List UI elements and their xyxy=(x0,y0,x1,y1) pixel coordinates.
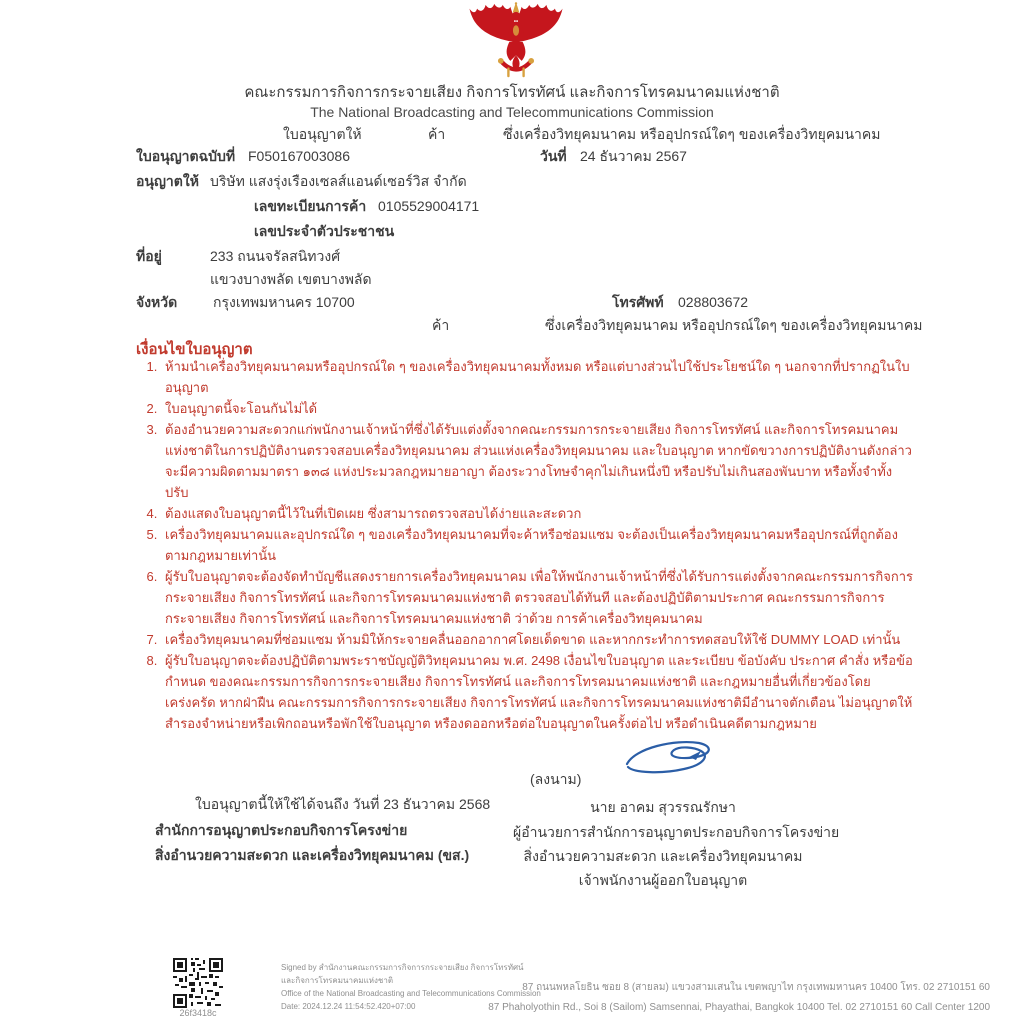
address-line2: แขวงบางพลัด เขตบางพลัด xyxy=(210,271,372,287)
licensee-value: บริษัท แสงรุ่งเรืองเซลส์แอนด์เซอร์วิส จำกัด xyxy=(210,173,467,189)
signed-by-line-3: Office of the National Broadcasting and Telecommunications Commission xyxy=(281,989,541,998)
condition-item: 6. ผู้รับใบอนุญาตจะต้องจัดทำบัญชีแสดงรายการเครื่องวิทยุคมนาคม เพื่อให้พนักงานเจ้าหน้าที่ซึ่งได้รับการแต่งตั้งจากคณะกรรมการกิจการกระจายเสียง กิจการโทรทัศน์ และกิจการโทรคมนาคมแห่งชาติ ตรวจสอบได้ทันที และต้องปฏิบัติตามประกาศ คณะกรรมการกิจการกระจายเสียง กิจการโทรทัศน์ และกิจการโทรคมนาคมแห่งชาติ ว่าด้วย การค้าเครื่องวิทยุคมนาคม xyxy=(161,566,913,629)
grant-label: ใบอนุญาตให้ xyxy=(283,126,362,142)
office-line-1: สำนักการอนุญาตประกอบกิจการโครงข่าย xyxy=(155,822,408,838)
condition-item: 4. ต้องแสดงใบอนุญาตนี้ไว้ในที่เปิดเผย ซึ่งสามารถตรวจสอบได้ง่ายและสะดวก xyxy=(161,503,913,524)
org-name-english: The National Broadcasting and Telecommunications Commission xyxy=(310,104,714,120)
issue-date-value: 24 ธันวาคม 2567 xyxy=(580,148,687,164)
garuda-emblem-icon xyxy=(458,2,574,78)
citizen-id-label: เลขประจำตัวประชาชน xyxy=(254,223,395,239)
signed-by-line-1: Signed by สำนักงานคณะกรรมการกิจการกระจายเสียง กิจการโทรทัศน์ xyxy=(281,963,524,972)
signer-title-2: สิ่งอำนวยความสะดวก และเครื่องวิทยุคมนาคม xyxy=(523,848,803,864)
address-label: ที่อยู่ xyxy=(136,248,162,264)
condition-item: 3. ต้องอำนวยความสะดวกแก่พนักงานเจ้าหน้าที่ซึ่งได้รับแต่งตั้งจากคณะกรรมการกระจายเสียง กิจการโทรทัศน์ และกิจการโทรคมนาคมแห่งชาติในการปฏิบัติงานตรวจสอบเครื่องวิทยุคมนาคม ส่วนแห่งเครื่องวิทยุคมนาคม และใบอนุญาต หากขัดขวางการปฏิบัติงานดังกล่าวจะมีความผิดตามมาตรา ๑๓๘ แห่งประมวลกฎหมายอาญา ต้องระวางโทษจำคุกไม่เกินหนึ่งปี หรือปรับไม่เกินสองพันบาท หรือทั้งจำทั้งปรับ xyxy=(161,419,913,503)
phone-label: โทรศัพท์ xyxy=(612,294,664,310)
condition-item: 5. เครื่องวิทยุคมนาคมและอุปกรณ์ใด ๆ ของเครื่องวิทยุคมนาคมที่จะค้าหรือซ่อมแซม จะต้องเป็นเครื่องวิทยุคมนาคมหรืออุปกรณ์ที่ถูกต้องตามกฎหมายเท่านั้น xyxy=(161,524,913,566)
license-no-value: F050167003086 xyxy=(248,148,350,164)
office-address-thai: 87 ถนนพหลโยธิน ซอย 8 (สายลม) แขวงสามเสนใน เขตพญาไท กรุงเทพมหานคร 10400 โทร. 02 2710151 60 xyxy=(522,982,990,993)
commercial-reg-label: เลขทะเบียนการค้า xyxy=(254,198,367,214)
address-line1: 233 ถนนจรัลสนิทวงศ์ xyxy=(210,248,341,264)
qr-code-label: 26f3418c xyxy=(179,1008,217,1018)
license-conditions xyxy=(137,356,913,734)
signed-by-line-2: และกิจการโทรคมนาคมแห่งชาติ xyxy=(281,976,394,985)
province-value: กรุงเทพมหานคร 10700 xyxy=(213,294,355,310)
signature-scribble xyxy=(617,738,717,784)
sign-here-label: (ลงนาม) xyxy=(530,771,582,787)
office-line-2: สิ่งอำนวยความสะดวก และเครื่องวิทยุคมนาคม (ขส.) xyxy=(155,847,470,863)
condition-item: 7. เครื่องวิทยุคมนาคมที่ซ่อมแซม ห้ามมิให้กระจายคลื่นออกอากาศโดยเด็ดขาด และหากกระทำการทดสอบให้ใช้ DUMMY LOAD เท่านั้น xyxy=(161,629,913,650)
grant-type: ค้า xyxy=(428,126,446,142)
license-no-label: ใบอนุญาตฉบับที่ xyxy=(136,148,236,164)
signed-date-line: Date: 2024.12.24 11:54:52.420+07:00 xyxy=(281,1002,416,1011)
signer-name: นาย อาคม สุวรรณรักษา xyxy=(590,799,736,815)
condition-item: 1. ห้ามนำเครื่องวิทยุคมนาคมหรืออุปกรณ์ใด ๆ ของเครื่องวิทยุคมนาคมทั้งหมด หรือแต่บางส่วนไปใช้ประโยชน์ใด ๆ นอกจากที่ปรากฏในใบอนุญาต xyxy=(161,356,913,398)
signer-title-3: เจ้าพนักงานผู้ออกใบอนุญาต xyxy=(578,872,748,888)
activity-subject: ซึ่งเครื่องวิทยุคมนาคม หรืออุปกรณ์ใดๆ ของเครื่องวิทยุคมนาคม xyxy=(545,317,923,333)
licensee-label: อนุญาตให้ xyxy=(136,173,199,189)
condition-item: 2. ใบอนุญาตนี้จะโอนกันไม่ได้ xyxy=(161,398,913,419)
conditions-title: เงื่อนไขใบอนุญาต xyxy=(136,341,253,358)
province-label: จังหวัด xyxy=(136,294,178,310)
validity-line: ใบอนุญาตนี้ให้ใช้ได้จนถึง วันที่ 23 ธันวาคม 2568 xyxy=(195,796,491,812)
activity-type: ค้า xyxy=(432,317,450,333)
phone-value: 028803672 xyxy=(678,294,749,310)
office-address-english: 87 Phaholyothin Rd., Soi 8 (Sailom) Samsennai, Phayathai, Bangkok 10400 Tel. 02 2710151 60 Call Center 1200 xyxy=(488,1002,990,1013)
signer-title-1: ผู้อำนวยการสำนักการอนุญาตประกอบกิจการโครงข่าย xyxy=(513,824,840,840)
org-name-thai: คณะกรรมการกิจการกระจายเสียง กิจการโทรทัศน์ และกิจการโทรคมนาคมแห่งชาติ xyxy=(244,84,780,101)
grant-subject: ซึ่งเครื่องวิทยุคมนาคม หรืออุปกรณ์ใดๆ ของเครื่องวิทยุคมนาคม xyxy=(503,126,881,142)
qr-code xyxy=(173,958,223,1008)
issue-date-label: วันที่ xyxy=(540,148,567,164)
commercial-reg-value: 0105529004171 xyxy=(378,198,480,214)
condition-item: 8. ผู้รับใบอนุญาตจะต้องปฏิบัติตามพระราชบัญญัติวิทยุคมนาคม พ.ศ. 2498 เงื่อนไขใบอนุญาต และระเบียบ ข้อบังคับ ประกาศ คำสั่ง หรือข้อกำหนด ของคณะกรรมการกิจการกระจายเสียง กิจการโทรทัศน์ และกิจการโทรคมนาคมแห่งชาติ และกฎหมายอื่นที่เกี่ยวข้องโดยเคร่งครัด หากฝ่าฝืน คณะกรรมการกิจการกระจายเสียง กิจการโทรทัศน์ และกิจการโทรคมนาคมแห่งชาติมีอำนาจตักเตือน ไม่อนุญาตให้สำรองจำหน่ายหรือเพิกถอนหรือพักใช้ใบอนุญาต หรืองดออกหรือต่อใบอนุญาตในครั้งต่อไป หรือดำเนินคดีตามกฎหมาย xyxy=(161,650,913,734)
